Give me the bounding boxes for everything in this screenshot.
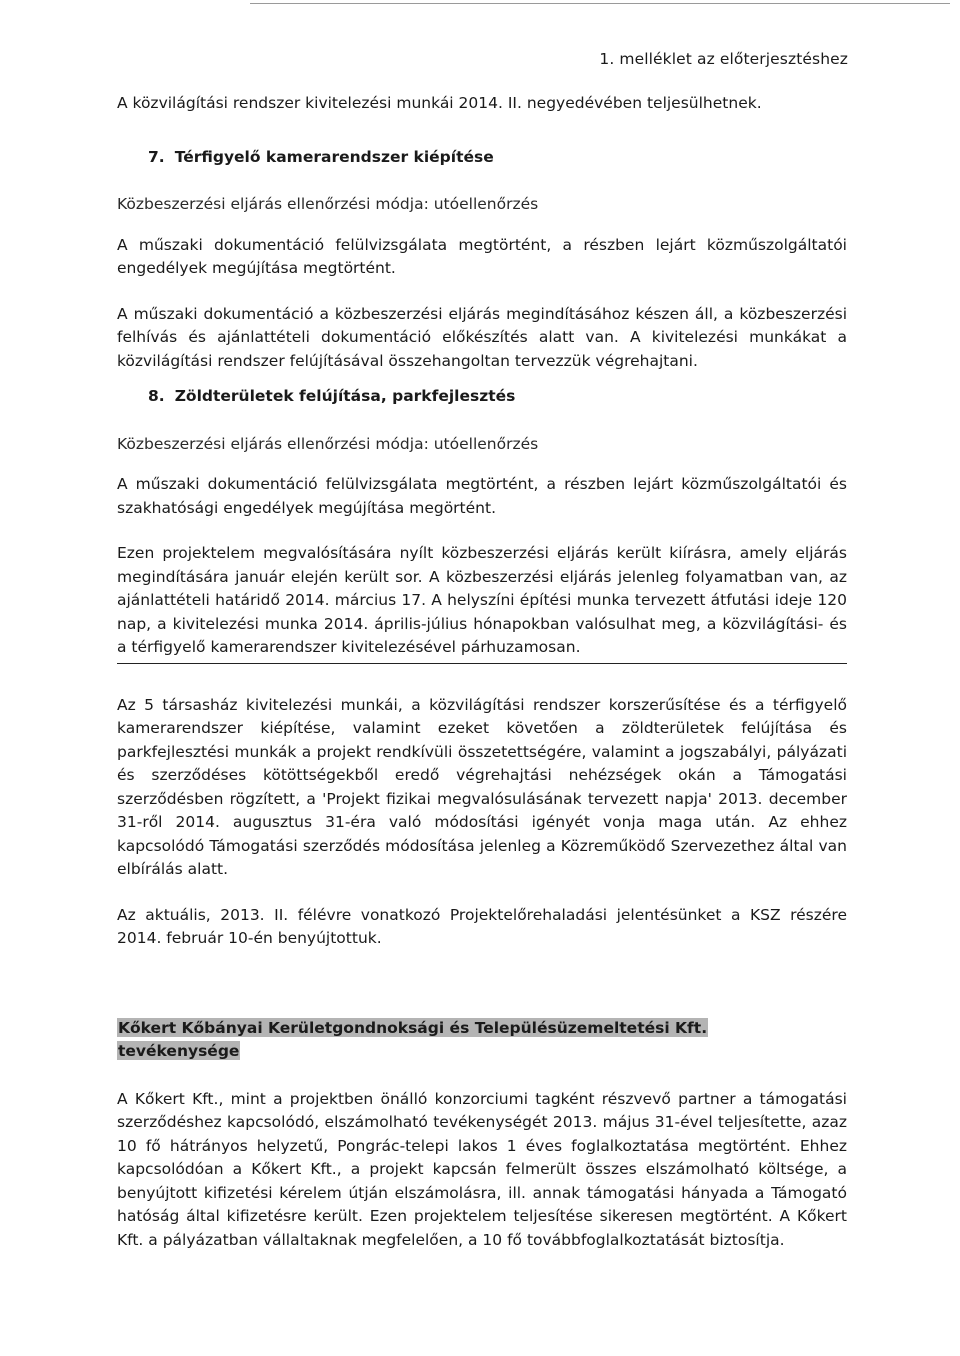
section-8-paragraph: Ezen projektelem megvalósítására nyílt közbeszerzési eljárás került kiírásra, amely eljárás megindítására január elején került sor. A közbeszerzési eljárás jelenleg folyamatban van, az ajánlattételi határidő 2014. március 17. A helyszíni építési munka tervezett átfutási ideje 120 nap, a kivitelezési munka 2014. április-július hónapokban valósulhat meg, a közvilágítási- és a térfigyelő kamerarendszer kivitelezésével párhuzamosan.	[117, 544, 847, 656]
document-body	[117, 92, 847, 1274]
section-8-title: Zöldterületek felújítása, parkfejlesztés	[174, 387, 516, 405]
top-edge-rule	[0, 0, 960, 6]
top-edge-line	[250, 3, 950, 4]
section-7-procurement-check: Közbeszerzési eljárás ellenőrzési módja: utóellenőrzés	[117, 195, 539, 213]
section-7-paragraph: A műszaki dokumentáció a közbeszerzési eljárás megindításához készen áll, a közbeszerzési felhívás és ajánlattételi dokumentáció előkészítés alatt van. A kivitelezési munkákat a közvilágítási rendszer felújításával összehangoltan tervezzük végrehajtani.	[117, 304, 847, 370]
section-7-paragraph: A műszaki dokumentáció felülvizsgálata megtörtént, a részben lejárt közműszolgáltatói engedélyek megújítása megtörtént.	[117, 235, 847, 277]
section-8-number: 8.	[148, 387, 165, 405]
section-7-title: Térfigyelő kamerarendszer kiépítése	[174, 147, 494, 166]
kokert-paragraph: A Kőkert Kft., mint a projektben önálló konzorciumi tagként részvevő partner a támogatási szerződéshez kapcsolódó, elszámolható tevékenységét 2013. május 31-ével teljesítette, azaz 10 fő hátrányos helyzetű, Pongrác-telepi lakos 1 éves foglalkoztatása megtörtént. Ehhez kapcsolódóan a Kőkert Kft., a projekt kapcsán felmerült összes elszámolható költsége, a benyújtott kifizetési kérelem útján elszámolásra, ill. annak támogatási hányada a Támogató hatóság által kifizetésre került. Ezen projektelem teljesítése sikeresen megtörtént. A Kőkert Kft. a pályázatban vállaltaknak megfelelően, a 10 fő továbbfoglalkoztatását biztosítja.	[117, 1089, 847, 1249]
kokert-heading	[117, 1017, 847, 1064]
section-7	[117, 146, 847, 374]
section-spacer	[117, 973, 847, 1017]
intro-text: A közvilágítási rendszer kivitelezési munkái 2014. II. negyedévében teljesülhetnek.	[117, 94, 762, 112]
section-8-closing-block	[117, 542, 847, 664]
section-8-procurement-check: Közbeszerzési eljárás ellenőrzési módja: utóellenőrzés	[117, 434, 539, 453]
section-8	[117, 385, 847, 664]
summary-paragraph: Az aktuális, 2013. II. félévre vonatkozó Projektelőrehaladási jelentésünket a KSZ részére 2014. február 10-én benyújtottuk.	[117, 905, 847, 947]
kokert-heading-line2: tevékenysége	[118, 1042, 240, 1060]
section-7-number: 7.	[148, 147, 165, 166]
summary-section	[117, 694, 847, 951]
section-8-paragraph: A műszaki dokumentáció felülvizsgálata megtörtént, a részben lejárt közműszolgáltatói és szakhatósági engedélyek megújítása megörtént.	[117, 475, 847, 517]
section-7-heading	[148, 146, 847, 170]
kokert-heading-line1: Kőkert Kőbányai Kerületgondnoksági és Településüzemeltetési Kft.	[118, 1018, 708, 1037]
summary-paragraph: Az 5 társasház kivitelezési munkái, a közvilágítási rendszer korszerűsítése és a térfigyelő kamerarendszer kiépítése, valamint ezeket követően a zöldterületek felújítása és parkfejlesztési munkák a projekt rendkívüli összetettségére, valamint a jogszabályi, pályázati és szerződéses kötöttségekből eredő végrehajtási nehézségek okán a Támogatási szerződésben rögzített, a 'Projekt fizikai megvalósulásának tervezett napja' 2013. december 31-ről 2014. augusztus 31-éra való módosítási igényét vonja maga után. Az ehhez kapcsolódó Támogatási szerződés módosítása jelenleg a Közreműködő Szervezethez által van elbírálás alatt.	[117, 695, 847, 878]
section-8-heading	[148, 385, 847, 409]
annex-label: 1. melléklet az előterjesztéshez	[599, 50, 848, 68]
kokert-section	[117, 1017, 847, 1253]
